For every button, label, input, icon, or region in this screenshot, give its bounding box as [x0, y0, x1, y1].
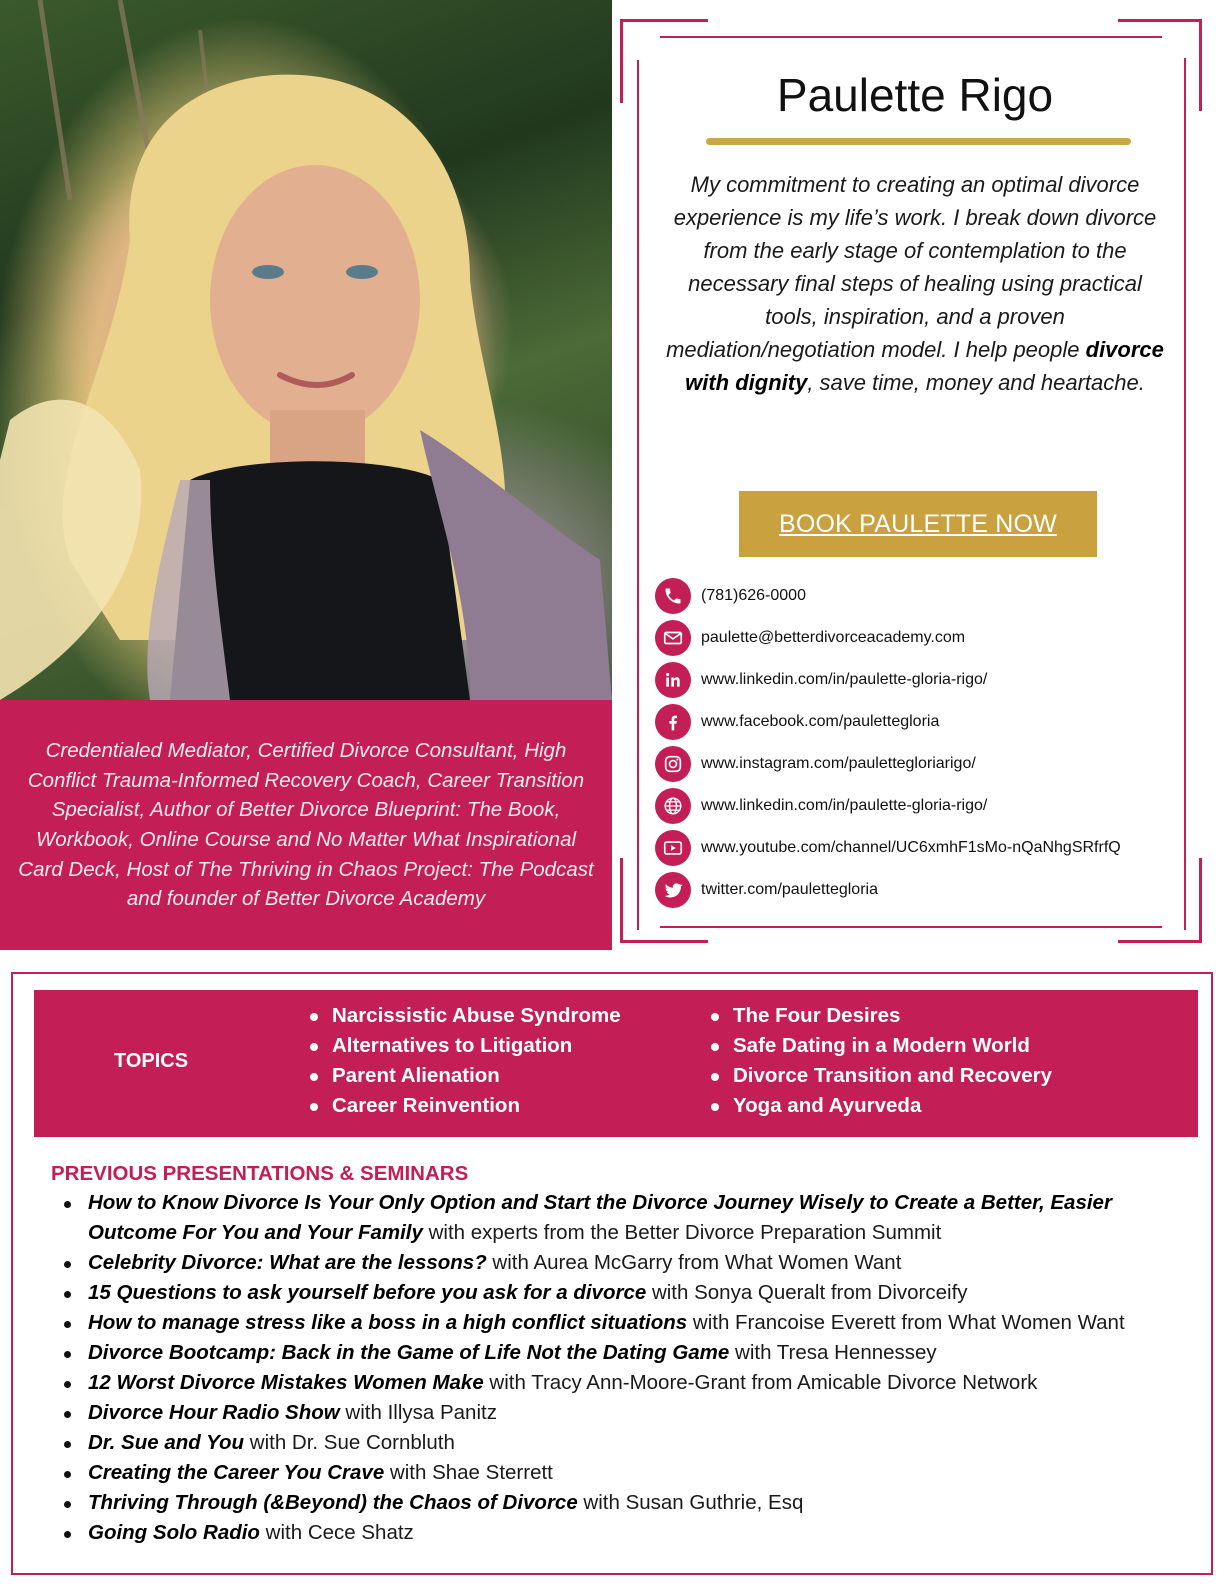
frame-line [620, 940, 708, 943]
topic-item: Yoga and Ayurveda [708, 1091, 1052, 1121]
presentations-heading: PREVIOUS PRESENTATIONS & SEMINARS [51, 1162, 469, 1185]
contact-text: www.youtube.com/channel/UC6xmhF1sMo-nQaNhgSRfrfQ [701, 839, 1121, 856]
facebook-icon [655, 704, 691, 740]
frame-line [1184, 58, 1186, 930]
topics-list-right [708, 1001, 1052, 1121]
presentation-detail: with Dr. Sue Cornbluth [244, 1431, 455, 1454]
presentation-detail: with Tresa Hennessey [729, 1341, 937, 1364]
presentation-item [64, 1398, 1174, 1428]
presentation-title: How to manage stress like a boss in a high conflict situations [88, 1311, 688, 1334]
contact-text: www.facebook.com/pauletteglori‌a [701, 713, 940, 730]
topic-item: Divorce Transition and Recovery [708, 1061, 1052, 1091]
presentation-title: Divorce Hour Radio Show [88, 1401, 340, 1424]
contact-text: twitter.com/paulettegloria [701, 881, 878, 898]
frame-line [1118, 19, 1202, 22]
contact-linkedin[interactable] [655, 662, 987, 698]
intro-paragraph [660, 168, 1170, 399]
frame-line [637, 60, 639, 930]
twitter-icon [655, 872, 691, 908]
presentation-detail: with Cece Shatz [259, 1521, 414, 1544]
frame-line [660, 36, 1162, 38]
presentation-title: Dr. Sue and You [88, 1431, 245, 1454]
contact-text: www.linkedin.com/in/paulette-gloria-rigo/ [701, 797, 988, 814]
topic-item: Career Reinvention [307, 1091, 621, 1121]
presentation-item [64, 1488, 1174, 1518]
presentation-detail: with Francoise Everett from What Women Want [687, 1311, 1125, 1334]
presentation-item [64, 1458, 1174, 1488]
presentation-title: 12 Worst Divorce Mistakes Women Make [88, 1371, 484, 1394]
presentation-item [64, 1368, 1174, 1398]
profile-photo-illustration [0, 0, 612, 700]
contact-email[interactable] [655, 620, 965, 656]
presentation-item [64, 1278, 1174, 1308]
presentation-title: Going Solo Radio [88, 1521, 260, 1544]
contact-phone[interactable] [655, 578, 806, 614]
contact-text: www.instagram.com/pauletteglori‌arigo/ [701, 755, 976, 772]
contact-website[interactable] [655, 788, 987, 824]
frame-line [620, 19, 708, 22]
frame-line [620, 19, 623, 103]
profile-photo [0, 0, 612, 700]
book-now-button[interactable] [739, 491, 1097, 557]
intro-emphasis: divorce with dignity [685, 337, 1164, 395]
presentation-item [64, 1188, 1174, 1248]
credentials-box [0, 700, 612, 950]
contact-facebook[interactable] [655, 704, 939, 740]
frame-line [660, 926, 1162, 928]
presentation-detail: with Susan Guthrie, Esq [577, 1491, 804, 1514]
frame-line [1199, 19, 1202, 111]
phone-icon [655, 578, 691, 614]
contact-twitter[interactable] [655, 872, 878, 908]
topic-item: Alternatives to Litigation [307, 1031, 621, 1061]
presentation-title: Celebrity Divorce: What are the lessons? [88, 1251, 487, 1274]
email-icon [655, 620, 691, 656]
presentation-title: How to Know Divorce Is Your Only Option and Start the Divorce Journey Wisely to Create a Better, Easier Outcome For You and Your Family [88, 1191, 1112, 1244]
intro-text-end: , save time, money and heartache. [807, 370, 1145, 395]
topic-item: Narcissistic Abuse Syndrome [307, 1001, 621, 1031]
topics-heading: TOPICS [114, 1050, 189, 1072]
instagram-icon [655, 746, 691, 782]
frame-line [1199, 858, 1202, 943]
speaker-name: Paulette Rigo [776, 69, 1054, 121]
presentation-detail: with Sonya Queralt from Divorceify [646, 1281, 968, 1304]
presentation-title: Creating the Career You Crave [88, 1461, 385, 1484]
globe-icon [655, 788, 691, 824]
book-now-label: BOOK PAULETTE NOW [779, 509, 1057, 538]
contact-text: paulette@betterdivorceacademy.com [701, 629, 966, 646]
topic-item: Parent Alienation [307, 1061, 621, 1091]
presentation-title: Divorce Bootcamp: Back in the Game of Life Not the Dating Game [88, 1341, 730, 1364]
contact-instagram[interactable] [655, 746, 976, 782]
intro-text: My commitment to creating an optimal divorce experience is my life’s work. I break down divorce from the early stage of contemplation to the necessary final steps of healing using practical tools, inspiration, and a proven mediation/negotiation model. I help people [666, 172, 1157, 362]
topic-item: The Four Desires [708, 1001, 1052, 1031]
presentations-list [64, 1188, 1174, 1548]
presentation-item [64, 1518, 1174, 1548]
credentials-text: Credentialed Mediator, Certified Divorce Consultant, High Conflict Trauma-Informed Recovery Coach, Career Transition Specialist, Author of Better Divorce Blueprint: The Book, Workbook, Online Course and No Matter What Inspirational Card Deck, Host of The Thriving in Chaos Project: The Podcast and founder of Better Divorce Academy [18, 738, 594, 911]
presentation-item [64, 1338, 1174, 1368]
presentation-title: Thriving Through (&Beyond) the Chaos of Divorce [88, 1491, 578, 1514]
linkedin-icon [655, 662, 691, 698]
presentation-detail: with experts from the Better Divorce Preparation Summit [422, 1221, 942, 1244]
presentation-detail: with Tracy Ann-Moore-Grant from Amicable Divorce Network [483, 1371, 1038, 1394]
presentation-item [64, 1248, 1174, 1278]
presentation-detail: with Aurea McGarry from What Women Want [486, 1251, 902, 1274]
presentation-item [64, 1308, 1174, 1338]
frame-line [1118, 940, 1202, 943]
presentation-detail: with Illysa Panitz [339, 1401, 497, 1424]
youtube-icon [655, 830, 691, 866]
contact-text: www.linkedin.com/in/paulette-gloria-rigo/ [701, 671, 988, 688]
contact-youtube[interactable] [655, 830, 1121, 866]
presentation-item [64, 1428, 1174, 1458]
topic-item: Safe Dating in a Modern World [708, 1031, 1052, 1061]
presentation-detail: with Shae Sterrett [384, 1461, 553, 1484]
topics-list-left [307, 1001, 621, 1121]
presentation-title: 15 Questions to ask yourself before you ask for a divorce [88, 1281, 647, 1304]
name-divider [706, 138, 1131, 145]
frame-line [620, 858, 623, 943]
contact-text: (781)626-0000 [701, 587, 806, 604]
topics-section [34, 990, 1198, 1137]
